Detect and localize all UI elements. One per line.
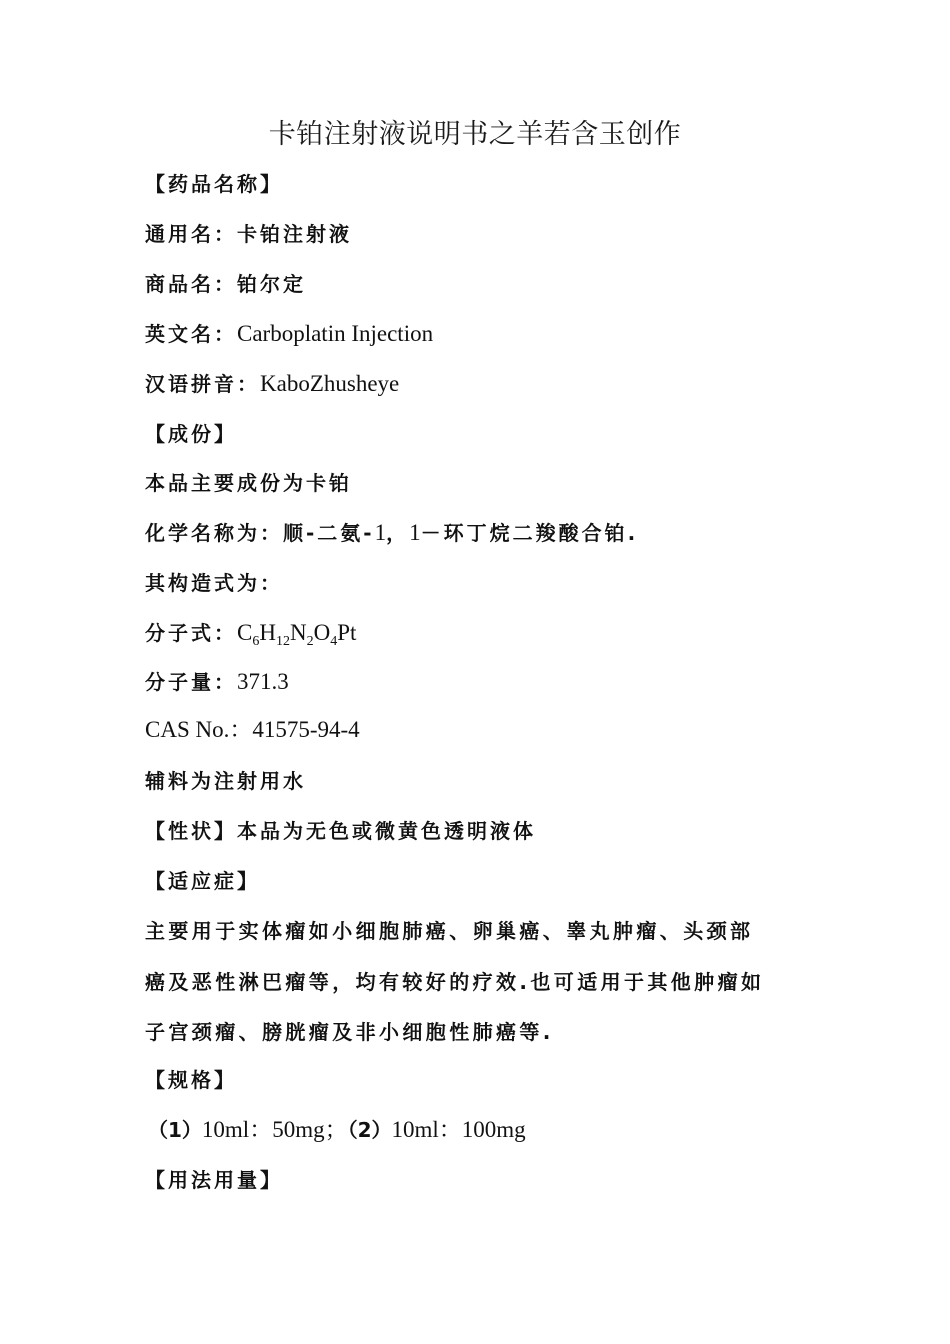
generic-name-value: 卡铂注射液 xyxy=(237,222,352,246)
indications-line-1: 主要用于实体瘤如小细胞肺癌、卵巢癌、睾丸肿瘤、头颈部 xyxy=(145,919,754,943)
formula-element-n: N xyxy=(289,620,307,645)
section-header-drug-name: 【药品名称】 xyxy=(145,172,283,196)
chemical-name-rest: －环丁烷二羧酸合铂. xyxy=(420,521,639,545)
section-header-appearance: 【性状】 xyxy=(145,819,237,843)
spec-value-1: 10ml：50mg； xyxy=(201,1117,348,1142)
generic-name-row xyxy=(145,220,352,248)
excipient: 辅料为注射用水 xyxy=(145,769,306,793)
molecular-weight-row xyxy=(145,668,289,696)
chemical-name-num2: 1 xyxy=(409,520,421,545)
section-header-spec: 【规格】 xyxy=(145,1068,237,1092)
structure-label: 其构造式为： xyxy=(145,571,283,595)
english-name-label: 英文名： xyxy=(145,322,237,346)
appearance-row xyxy=(145,817,536,845)
section-header-indications: 【适应症】 xyxy=(145,869,260,893)
formula-subscript-c: 6 xyxy=(252,634,260,649)
cas-row xyxy=(145,716,360,744)
trade-name-value: 铂尔定 xyxy=(237,272,306,296)
document-title: 卡铂注射液说明书之羊若含玉创作 xyxy=(268,119,682,150)
generic-name-label: 通用名： xyxy=(145,222,237,246)
spec-prefix-2: （2） xyxy=(347,1118,392,1142)
main-ingredient: 本品主要成份为卡铂 xyxy=(145,471,352,495)
section-header-usage: 【用法用量】 xyxy=(145,1168,283,1192)
indications-line-2: 癌及恶性淋巴瘤等，均有较好的疗效.也可适用于其他肿瘤如 xyxy=(145,970,765,994)
formula-subscript-h: 12 xyxy=(275,634,290,649)
molecular-formula xyxy=(237,620,357,649)
formula-element-o: O xyxy=(313,620,331,645)
formula-element-pt: Pt xyxy=(337,620,357,645)
indications-line-3: 子宫颈瘤、膀胱瘤及非小细胞性肺癌等. xyxy=(145,1020,554,1044)
mw-label: 分子量： xyxy=(145,670,237,694)
spec-value-2: 10ml：100mg xyxy=(391,1117,526,1142)
chemical-name-sep: ， xyxy=(386,521,410,545)
mw-value: 371.3 xyxy=(237,669,289,694)
english-name-value: Carboplatin Injection xyxy=(237,321,434,346)
pinyin-value: KaboZhusheye xyxy=(260,371,400,396)
appearance-text: 本品为无色或微黄色透明液体 xyxy=(237,819,536,843)
cas-value: 41575-94-4 xyxy=(252,717,360,742)
spec-prefix-1: （1） xyxy=(148,1118,202,1142)
pinyin-label: 汉语拼音： xyxy=(145,372,260,396)
trade-name-row xyxy=(145,270,306,298)
chemical-name-row xyxy=(145,519,638,547)
formula-subscript-o: 4 xyxy=(330,634,338,649)
cas-label: CAS No.： xyxy=(145,717,253,742)
molecular-formula-row xyxy=(145,619,356,647)
formula-subscript-n: 2 xyxy=(306,634,314,649)
chemical-name-num1: 1 xyxy=(374,520,387,545)
formula-label: 分子式： xyxy=(145,621,237,645)
pinyin-row xyxy=(145,370,399,398)
formula-element-c: C xyxy=(237,620,253,645)
formula-element-h: H xyxy=(259,620,276,645)
section-header-composition: 【成份】 xyxy=(145,422,237,446)
trade-name-label: 商品名： xyxy=(145,272,237,296)
english-name-row xyxy=(145,320,433,348)
spec-row xyxy=(148,1116,526,1144)
chemical-name-label: 化学名称为：顺-二氨- xyxy=(145,521,375,545)
